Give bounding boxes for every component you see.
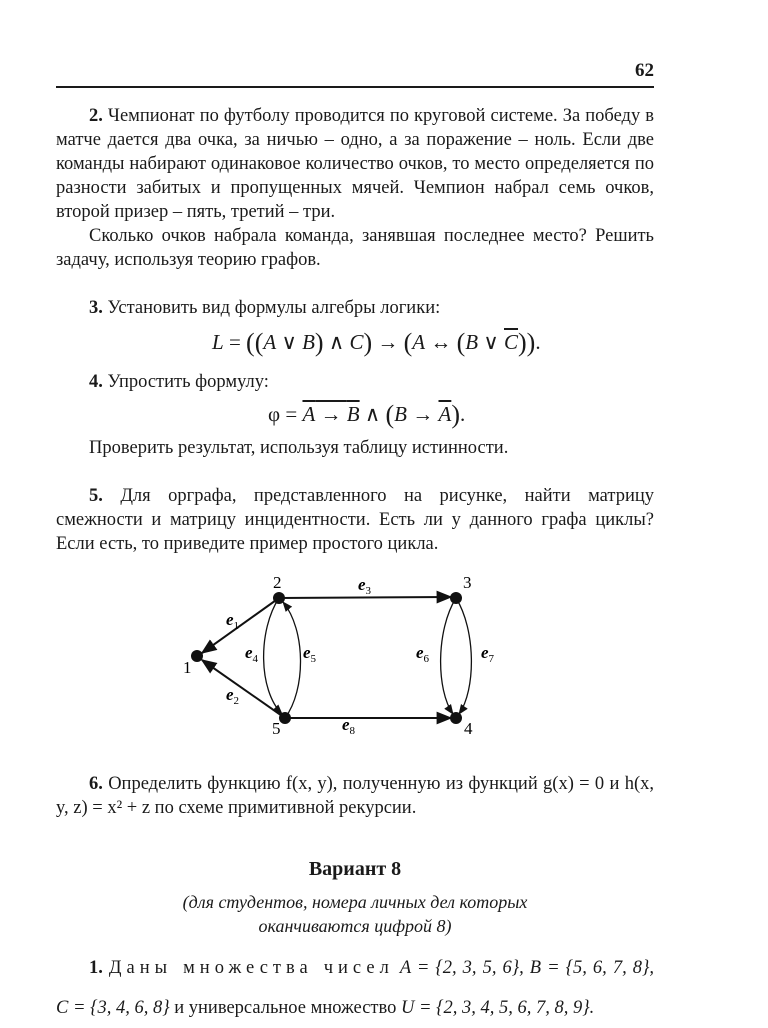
- task-2-paragraph-2: Сколько очков набрала команда, занявшая последнее место? Решить задачу, используя теорию графов.: [56, 226, 654, 270]
- edge-e5: [283, 602, 301, 718]
- node-5: [279, 712, 291, 724]
- edges-layer: [202, 597, 471, 718]
- node-1: [191, 650, 203, 662]
- variant-task-1: [56, 948, 654, 1028]
- task-6-text: Определить функцию f(x, y), полученную из функций g(x) = 0 и h(x, y, z) = x² + z по схеме примитивной рекурсии.: [56, 774, 654, 818]
- node-label-2: 2: [273, 573, 282, 592]
- task-3-number: 3.: [89, 298, 103, 318]
- edge-e4: [264, 598, 282, 714]
- edge-label-e8: $e_8$: [342, 715, 356, 737]
- page-number: 62: [635, 60, 654, 81]
- set-a: A = {2, 3, 5, 6},: [399, 958, 524, 978]
- edge-e6: [441, 598, 456, 714]
- set-c: C = {3, 4, 6, 8}: [56, 998, 170, 1018]
- task-4-check-text: Проверить результат, используя таблицу истинности.: [89, 438, 509, 458]
- edge-e3: [279, 597, 451, 598]
- node-label-3: 3: [463, 573, 472, 592]
- set-b: B = {5, 6, 7, 8},: [529, 958, 655, 978]
- task-4-formula: φ = A → B ∧ $(B \to \overline{A})$.: [268, 400, 466, 429]
- edge-label-e2: $e_2$: [226, 685, 240, 707]
- node-label-4: 4: [464, 719, 473, 738]
- node-label-1: 1: [183, 658, 192, 677]
- edge-label-e7: $e_7$: [481, 643, 495, 665]
- task-2-text: Чемпионат по футболу проводится по круговой системе. За победу в матче дается два очка, за ничью – одно, а за поражение – ноль. Если две команды набирают одинаковое количество очков, то место определяется по разности забитых и пропущенных мячей. Чемпион набрал семь очков, второй призер – пять, третий – три.: [56, 106, 654, 222]
- task-5-number: 5.: [89, 486, 103, 506]
- edge-label-e6: $e_6$: [416, 643, 430, 665]
- edge-label-e5: $e_5$: [303, 643, 317, 665]
- task-3-text: Установить вид формулы алгебры логики:: [102, 298, 441, 318]
- task-4-text: Упростить формулу:: [102, 372, 269, 392]
- task-6: [56, 772, 654, 820]
- variant-subtitle-line-1: (для студентов, номера личных дел которых: [182, 892, 528, 912]
- variant-task-1-number: 1.: [89, 958, 103, 978]
- node-4: [450, 712, 462, 724]
- edge-e7: [456, 598, 471, 714]
- variant-subtitle-line-2: оканчиваются цифрой 8): [258, 916, 452, 936]
- edge-e2: [202, 660, 285, 718]
- edge-label-e4: $e_4$: [245, 643, 259, 665]
- task-2-number: 2.: [89, 106, 103, 126]
- task-3-formula: L = ((A ∨ B) ∧ C) → (A ↔ (B ∨ $\overline{C}$)).: [212, 328, 541, 357]
- variant-task-1-text: Даны множества чисел: [108, 958, 394, 978]
- edge-label-e3: $e_3$: [358, 575, 372, 597]
- node-3: [450, 592, 462, 604]
- node-label-5: 5: [272, 719, 281, 738]
- variant-subtitle: [56, 890, 654, 938]
- edge-label-e1: $e_1$: [226, 610, 240, 632]
- set-u: U = {2, 3, 4, 5, 6, 7, 8, 9}.: [401, 998, 595, 1018]
- variant-title: Вариант 8: [308, 858, 402, 880]
- variant-task-1-mid: и универсальное множество: [169, 998, 401, 1018]
- node-2: [273, 592, 285, 604]
- task-6-number: 6.: [89, 774, 103, 794]
- task-4-number: 4.: [89, 372, 103, 392]
- task-5-text: Для орграфа, представленного на рисунке, найти матрицу смежности и матрицу инцидентности. Есть ли у данного графа циклы? Если есть, то приведите пример простого цикла.: [56, 486, 654, 554]
